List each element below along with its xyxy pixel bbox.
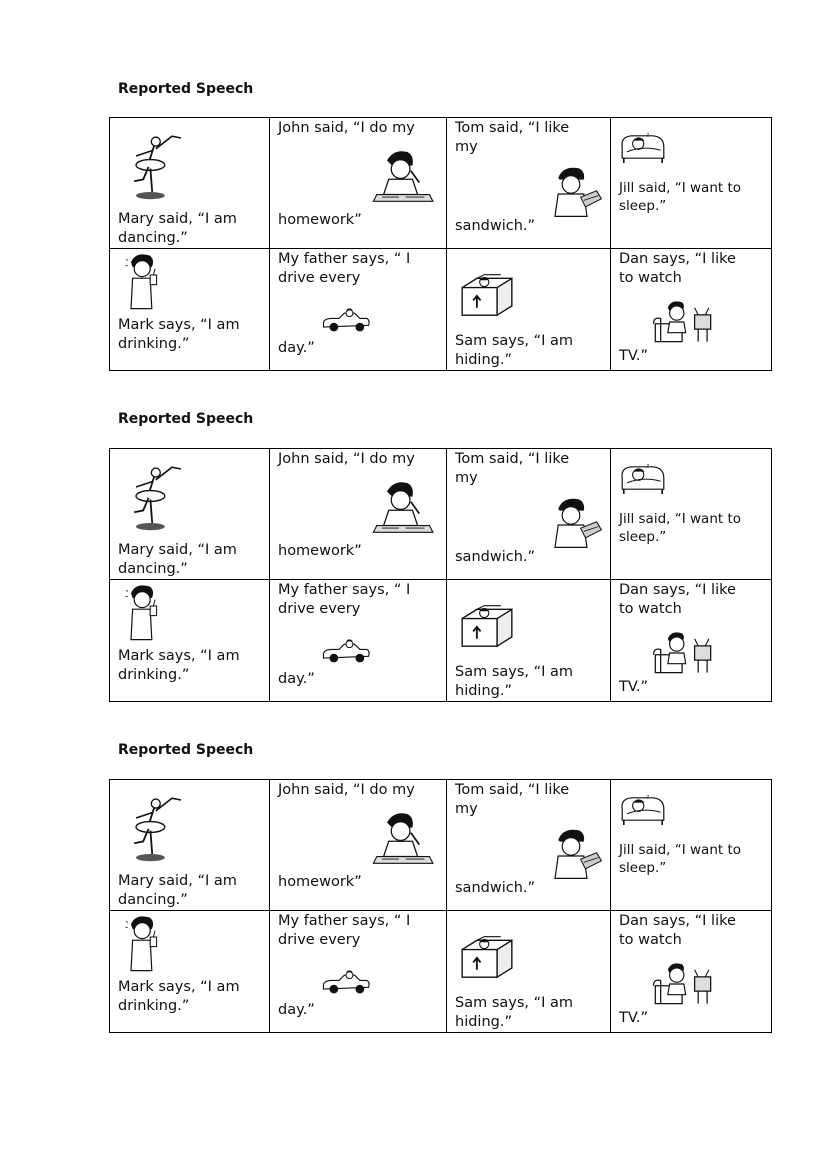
boy-drinking-icon xyxy=(118,582,168,646)
card-text: Sam says, “I am hiding.” xyxy=(455,333,574,368)
card-text: John said, “I do my xyxy=(278,782,415,798)
card-sam xyxy=(447,911,611,1033)
ballerina-icon xyxy=(118,126,190,204)
card-text: Dan says, “I like to watch xyxy=(619,251,736,286)
card-text: Sam says, “I am hiding.” xyxy=(455,995,574,1030)
card-dan xyxy=(611,911,772,1033)
boy-watching-tv-icon xyxy=(651,959,715,1009)
card-text: sandwich.” xyxy=(455,218,536,234)
card-text: homework” xyxy=(278,212,362,228)
card-jill xyxy=(611,780,772,911)
card-jill xyxy=(611,118,772,249)
card-text: day.” xyxy=(278,1002,315,1018)
card-text: Mary said, “I am dancing.” xyxy=(118,873,237,908)
car-driver-icon xyxy=(320,969,372,997)
card-text: Mark says, “I am drinking.” xyxy=(118,648,240,683)
boy-homework-icon xyxy=(370,806,438,868)
card-mary xyxy=(110,449,270,580)
card-text: John said, “I do my xyxy=(278,120,415,136)
section-title: Reported Speech xyxy=(118,742,254,758)
card-text: John said, “I do my xyxy=(278,451,415,467)
card-text: Tom said, “I like my xyxy=(455,782,570,817)
card-mark xyxy=(110,911,270,1033)
card-text: Dan says, “I like to watch xyxy=(619,582,736,617)
card-text: Jill said, “I want to sleep.” xyxy=(619,842,742,876)
sleeping-girl-icon xyxy=(619,128,667,166)
boy-sandwich-icon xyxy=(545,824,605,880)
card-text: My father says, “ I drive every xyxy=(278,913,411,948)
card-text: Mary said, “I am dancing.” xyxy=(118,542,237,577)
card-mary xyxy=(110,780,270,911)
card-text: Tom said, “I like my xyxy=(455,120,570,155)
sleeping-girl-icon xyxy=(619,459,667,497)
card-text: homework” xyxy=(278,874,362,890)
card-text: sandwich.” xyxy=(455,880,536,896)
card-text: Mark says, “I am drinking.” xyxy=(118,317,240,352)
card-tom xyxy=(447,780,611,911)
boy-in-box-icon xyxy=(455,602,519,648)
card-tom xyxy=(447,118,611,249)
card-text: Jill said, “I want to sleep.” xyxy=(619,511,742,545)
worksheet-table xyxy=(109,448,772,702)
card-text: Mark says, “I am drinking.” xyxy=(118,979,240,1014)
boy-in-box-icon xyxy=(455,933,519,979)
boy-sandwich-icon xyxy=(545,162,605,218)
card-text: Jill said, “I want to sleep.” xyxy=(619,180,742,214)
card-text: My father says, “ I drive every xyxy=(278,251,411,286)
card-jill xyxy=(611,449,772,580)
car-driver-icon xyxy=(320,638,372,666)
ballerina-icon xyxy=(118,457,190,535)
card-john xyxy=(270,449,447,580)
card-text: Tom said, “I like my xyxy=(455,451,570,486)
car-driver-icon xyxy=(320,307,372,335)
card-text: My father says, “ I drive every xyxy=(278,582,411,617)
sleeping-girl-icon xyxy=(619,790,667,828)
card-text: Dan says, “I like to watch xyxy=(619,913,736,948)
boy-watching-tv-icon xyxy=(651,297,715,347)
card-father xyxy=(270,249,447,371)
card-text: TV.” xyxy=(619,1010,649,1026)
worksheet-table xyxy=(109,117,772,371)
card-father xyxy=(270,911,447,1033)
card-text: TV.” xyxy=(619,679,649,695)
card-mark xyxy=(110,580,270,702)
card-text: TV.” xyxy=(619,348,649,364)
card-text: Mary said, “I am dancing.” xyxy=(118,211,237,246)
ballerina-icon xyxy=(118,788,190,866)
section-title: Reported Speech xyxy=(118,411,254,427)
boy-homework-icon xyxy=(370,144,438,206)
card-sam xyxy=(447,249,611,371)
card-text: sandwich.” xyxy=(455,549,536,565)
card-mark xyxy=(110,249,270,371)
boy-homework-icon xyxy=(370,475,438,537)
boy-watching-tv-icon xyxy=(651,628,715,678)
boy-sandwich-icon xyxy=(545,493,605,549)
card-text: day.” xyxy=(278,671,315,687)
boy-in-box-icon xyxy=(455,271,519,317)
boy-drinking-icon xyxy=(118,913,168,977)
card-mary xyxy=(110,118,270,249)
card-text: day.” xyxy=(278,340,315,356)
worksheet-table xyxy=(109,779,772,1033)
card-text: homework” xyxy=(278,543,362,559)
card-sam xyxy=(447,580,611,702)
card-dan xyxy=(611,580,772,702)
card-john xyxy=(270,118,447,249)
boy-drinking-icon xyxy=(118,251,168,315)
card-tom xyxy=(447,449,611,580)
section-title: Reported Speech xyxy=(118,81,254,97)
card-john xyxy=(270,780,447,911)
card-text: Sam says, “I am hiding.” xyxy=(455,664,574,699)
card-dan xyxy=(611,249,772,371)
card-father xyxy=(270,580,447,702)
